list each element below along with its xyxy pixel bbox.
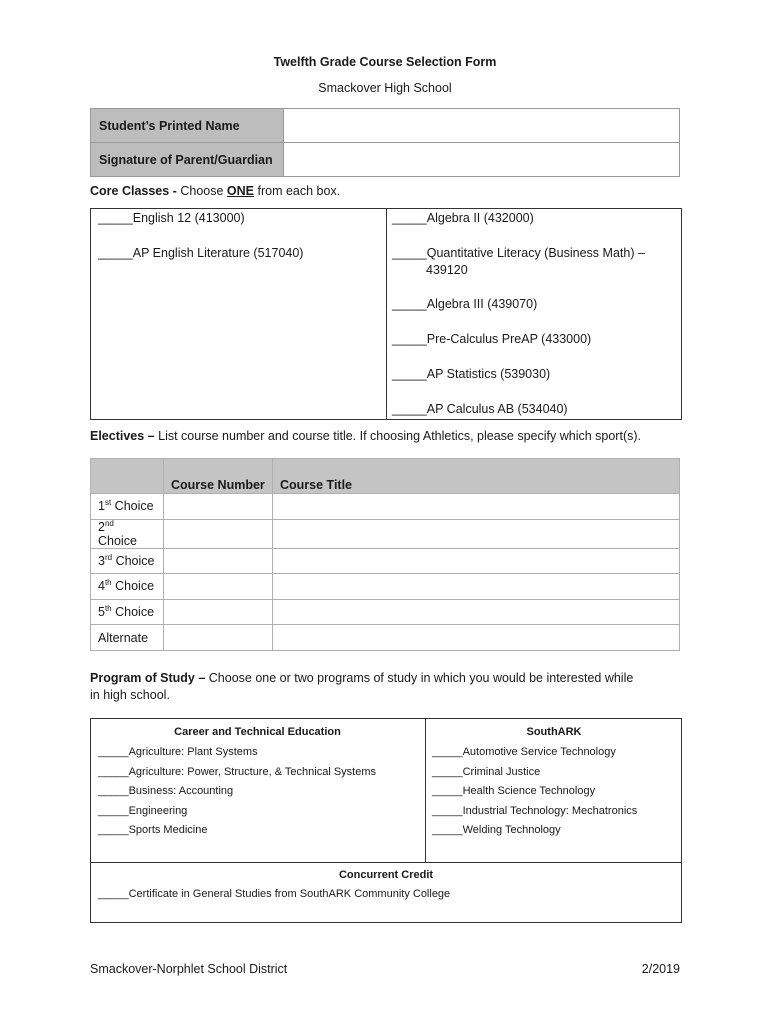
southark-option-welding[interactable]: _____Welding Technology	[432, 824, 561, 836]
choice-label: Alternate	[91, 625, 164, 651]
southark-option-automotive[interactable]: _____Automotive Service Technology	[432, 746, 616, 758]
electives-instructions: List course number and course title. If choosing Athletics, please specify which sport(s).	[158, 429, 641, 443]
table-row	[91, 625, 680, 651]
choice-label: 2nd Choice	[91, 519, 164, 548]
core-option-quant-literacy[interactable]: _____Quantitative Literacy (Business Math) –	[392, 246, 645, 260]
core-option-ap-stats[interactable]: _____AP Statistics (539030)	[392, 367, 551, 381]
concurrent-credit-header: Concurrent Credit	[338, 869, 434, 881]
electives-label: Electives –	[90, 429, 155, 443]
course-title-cell[interactable]	[273, 625, 680, 651]
signature-row	[91, 143, 680, 177]
core-option-algebra3[interactable]: _____Algebra III (439070)	[392, 297, 538, 311]
southark-option-health-science[interactable]: _____Health Science Technology	[432, 785, 596, 797]
footer-district: Smackover-Norphlet School District	[90, 962, 288, 976]
electives-heading	[90, 429, 641, 443]
student-name-row	[91, 109, 680, 143]
cte-option-ag-power[interactable]: _____Agriculture: Power, Structure, & Technical Systems	[98, 766, 376, 778]
signature-label: Signature of Parent/Guardian	[91, 143, 284, 177]
table-row	[91, 494, 680, 520]
table-row	[91, 519, 680, 548]
choice-label: 3rd Choice	[91, 548, 164, 574]
course-number-cell[interactable]	[164, 494, 273, 520]
electives-table	[90, 458, 680, 651]
course-number-cell[interactable]	[164, 548, 273, 574]
concurrent-option-certificate[interactable]: _____Certificate in General Studies from SouthARK Community College	[98, 888, 451, 900]
course-number-cell[interactable]	[164, 574, 273, 600]
southark-header: SouthARK	[526, 726, 582, 738]
course-number-cell[interactable]	[164, 599, 273, 625]
core-instr-pre: Choose	[180, 184, 224, 198]
program-instructions-2: in high school.	[90, 688, 170, 702]
core-divider	[386, 208, 387, 420]
school-name: Smackover High School	[318, 81, 452, 95]
choice-label: 1st Choice	[91, 494, 164, 520]
program-label: Program of Study –	[90, 671, 206, 685]
cte-option-ag-plant[interactable]: _____Agriculture: Plant Systems	[98, 746, 258, 758]
program-instructions-1: Choose one or two programs of study in which you would be interested while	[208, 671, 634, 685]
student-name-field[interactable]	[284, 109, 680, 143]
program-heading	[90, 671, 633, 685]
course-title-cell[interactable]	[273, 519, 680, 548]
cte-option-business[interactable]: _____Business: Accounting	[98, 785, 234, 797]
signature-field[interactable]	[284, 143, 680, 177]
core-instr-post: from each box.	[257, 184, 341, 198]
core-option-english12[interactable]: _____English 12 (413000)	[98, 211, 245, 225]
cte-header: Career and Technical Education	[174, 726, 341, 738]
cte-option-engineering[interactable]: _____Engineering	[98, 805, 188, 817]
choice-label: 5th Choice	[91, 599, 164, 625]
footer-date: 2/2019	[641, 962, 680, 976]
course-title-cell[interactable]	[273, 574, 680, 600]
program-vertical-divider	[425, 718, 426, 863]
col-course-number: Course Number	[164, 459, 273, 494]
choice-label: 4th Choice	[91, 574, 164, 600]
table-row	[91, 574, 680, 600]
core-option-algebra2[interactable]: _____Algebra II (432000)	[392, 211, 534, 225]
southark-option-criminal-justice[interactable]: _____Criminal Justice	[432, 766, 541, 778]
course-number-cell[interactable]	[164, 519, 273, 548]
core-classes-label: Core Classes -	[90, 184, 177, 198]
core-option-quant-literacy-code: 439120	[426, 263, 468, 277]
form-title: Twelfth Grade Course Selection Form	[273, 55, 497, 69]
table-row	[91, 599, 680, 625]
course-title-cell[interactable]	[273, 599, 680, 625]
core-option-precalc[interactable]: _____Pre-Calculus PreAP (433000)	[392, 332, 592, 346]
southark-option-mechatronics[interactable]: _____Industrial Technology: Mechatronics	[432, 805, 638, 817]
cte-option-sports-medicine[interactable]: _____Sports Medicine	[98, 824, 208, 836]
core-classes-heading	[90, 184, 340, 198]
core-option-ap-english[interactable]: _____AP English Literature (517040)	[98, 246, 304, 260]
student-name-label: Student’s Printed Name	[91, 109, 284, 143]
core-instr-one: ONE	[226, 184, 255, 198]
program-horizontal-divider	[90, 862, 682, 863]
electives-corner-cell	[91, 459, 164, 494]
student-info-table	[90, 108, 680, 177]
core-option-ap-calc[interactable]: _____AP Calculus AB (534040)	[392, 402, 568, 416]
table-row	[91, 548, 680, 574]
course-title-cell[interactable]	[273, 494, 680, 520]
col-course-title: Course Title	[273, 459, 680, 494]
course-title-cell[interactable]	[273, 548, 680, 574]
course-number-cell[interactable]	[164, 625, 273, 651]
electives-header-row	[91, 459, 680, 494]
